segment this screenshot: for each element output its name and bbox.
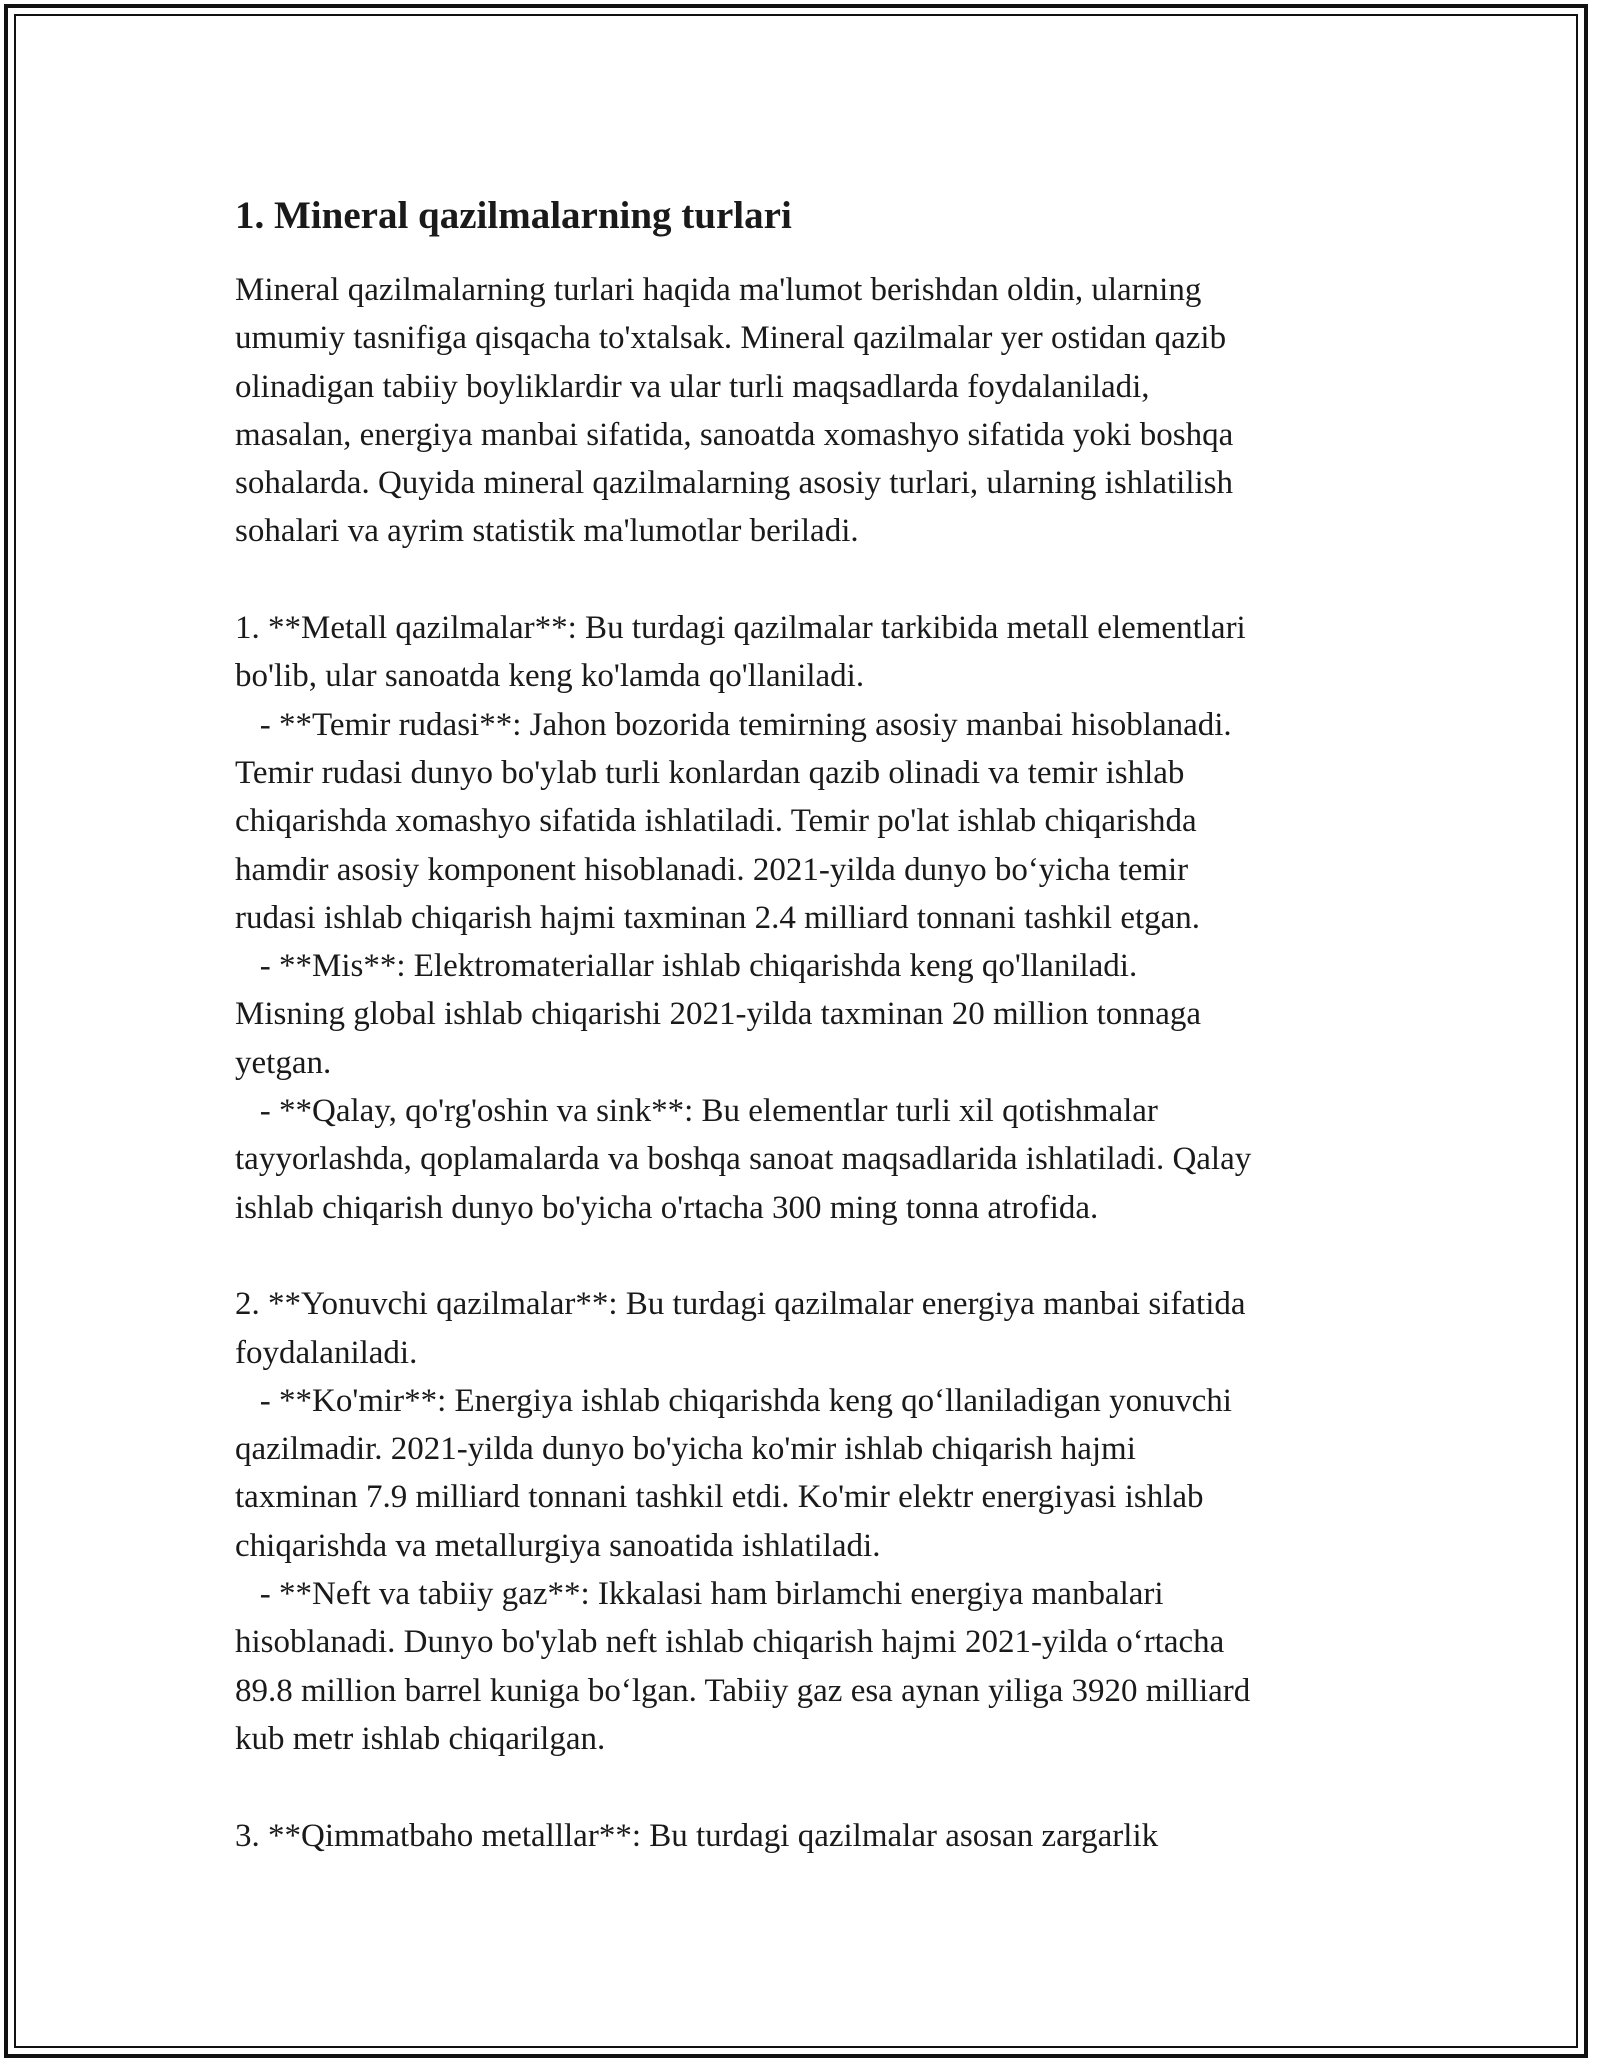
text-line: - **Neft va tabiiy gaz**: Ikkalasi ham birlamchi energiya manbalari <box>235 1576 1164 1613</box>
text-line: rudasi ishlab chiqarish hajmi taxminan 2.4 milliard tonnani tashkil etgan. <box>235 899 1201 936</box>
text-line: - **Temir rudasi**: Jahon bozorida temirning asosiy manbai hisoblanadi. <box>235 706 1232 743</box>
text-line: qazilmadir. 2021-yilda dunyo bo'yicha ko'mir ishlab chiqarish hajmi <box>235 1431 1136 1468</box>
text-line: taxminan 7.9 milliard tonnani tashkil etdi. Ko'mir elektr energiyasi ishlab <box>235 1479 1204 1516</box>
text-line: ishlab chiqarish dunyo bo'yicha o'rtacha 300 ming tonna atrofida. <box>235 1189 1099 1226</box>
text-line: hamdir asosiy komponent hisoblanadi. 2021-yilda dunyo bo‘yicha temir <box>235 851 1189 888</box>
text-line: sohalari va ayrim statistik ma'lumotlar beriladi. <box>235 513 859 550</box>
text-line: yetgan. <box>235 1044 332 1081</box>
text-line: - **Qalay, qo'rg'oshin va sink**: Bu elementlar turli xil qotishmalar <box>235 1093 1158 1130</box>
document-body <box>235 266 1375 1860</box>
text-line: bo'lib, ular sanoatda keng ko'lamda qo'llaniladi. <box>235 658 865 695</box>
blank-line <box>235 1763 1375 1811</box>
blank-line <box>235 556 1375 604</box>
text-line: 2. **Yonuvchi qazilmalar**: Bu turdagi qazilmalar energiya manbai sifatida <box>235 1286 1246 1323</box>
text-line: umumiy tasnifiga qisqacha to'xtalsak. Mineral qazilmalar yer ostidan qazib <box>235 320 1227 357</box>
text-line: masalan, energiya manbai sifatida, sanoatda xomashyo sifatida yoki boshqa <box>235 416 1234 453</box>
text-line: olinadigan tabiiy boyliklardir va ular turli maqsadlarda foydalaniladi, <box>235 368 1150 405</box>
text-line: foydalaniladi. <box>235 1334 418 1371</box>
document-page <box>235 186 1375 1860</box>
text-line: - **Mis**: Elektromateriallar ishlab chiqarishda keng qo'llaniladi. <box>235 948 1138 985</box>
text-line: hisoblanadi. Dunyo bo'ylab neft ishlab chiqarish hajmi 2021-yilda o‘rtacha <box>235 1624 1225 1661</box>
blank-line <box>235 1232 1375 1280</box>
text-line: Temir rudasi dunyo bo'ylab turli konlardan qazib olinadi va temir ishlab <box>235 754 1185 791</box>
text-line: 1. **Metall qazilmalar**: Bu turdagi qazilmalar tarkibida metall elementlari <box>235 610 1246 647</box>
text-line: chiqarishda va metallurgiya sanoatida ishlatiladi. <box>235 1527 881 1564</box>
text-line: chiqarishda xomashyo sifatida ishlatiladi. Temir po'lat ishlab chiqarishda <box>235 803 1197 840</box>
text-line: Mineral qazilmalarning turlari haqida ma'lumot berishdan oldin, ularning <box>235 272 1202 308</box>
text-line: kub metr ishlab chiqarilgan. <box>235 1720 606 1757</box>
text-line: sohalarda. Quyida mineral qazilmalarning asosiy turlari, ularning ishlatilish <box>235 465 1233 502</box>
text-line: Misning global ishlab chiqarishi 2021-yilda taxminan 20 million tonnaga <box>235 996 1202 1033</box>
text-line: tayyorlashda, qoplamalarda va boshqa sanoat maqsadlarida ishlatiladi. Qalay <box>235 1141 1252 1178</box>
section-title: 1. Mineral qazilmalarning turlari <box>235 194 792 237</box>
text-line: 89.8 million barrel kuniga bo‘lgan. Tabiiy gaz esa aynan yiliga 3920 milliard <box>235 1672 1251 1709</box>
text-line: - **Ko'mir**: Energiya ishlab chiqarishda keng qo‘llaniladigan yonuvchi <box>235 1382 1232 1419</box>
text-line: 3. **Qimmatbaho metalllar**: Bu turdagi qazilmalar asosan zargarlik <box>235 1817 1159 1854</box>
